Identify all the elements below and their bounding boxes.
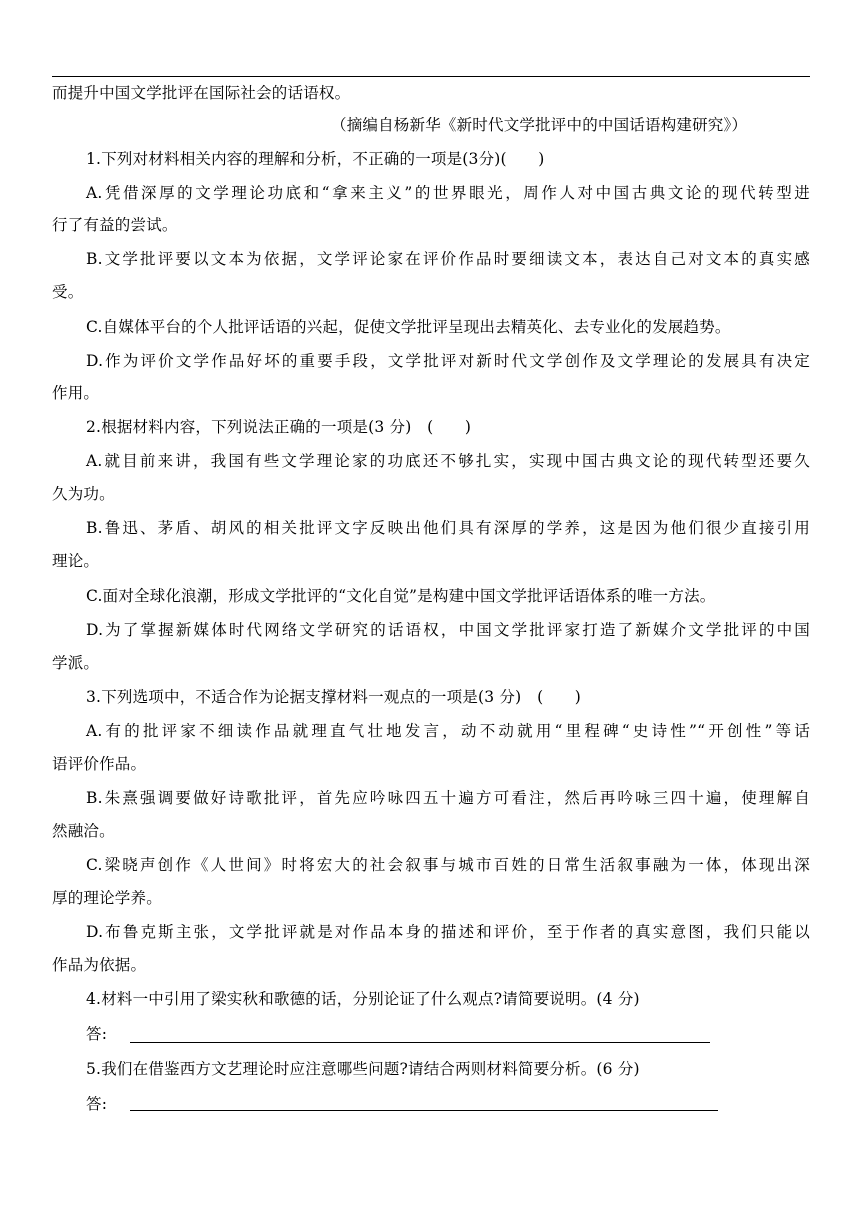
source-citation: （摘编自杨新华《新时代文学批评中的中国话语构建研究》） <box>331 116 748 134</box>
q1-option-b-line2: 受。 <box>52 283 84 301</box>
question-2-stem: 2.根据材料内容，下列说法正确的一项是(3 分) ( ) <box>86 418 472 436</box>
q1-option-d-line2: 作用。 <box>52 384 100 402</box>
q4-answer-label: 答: <box>86 1025 108 1043</box>
top-rule <box>52 76 810 77</box>
q3-option-c-line2: 厚的理论学养。 <box>52 889 162 907</box>
q2-option-a-line1: A.就目前来讲，我国有些文学理论家的功底还不够扎实，实现中国古典文论的现代转型还要久 <box>86 452 810 470</box>
q3-option-d-line1: D.布鲁克斯主张，文学批评就是对作品本身的描述和评价，至于作者的真实意图，我们只能以 <box>86 923 810 941</box>
q2-option-a-line2: 久为功。 <box>52 485 115 503</box>
q1-option-b-line1: B.文学批评要以文本为依据，文学评论家在评价作品时要细读文本，表达自己对文本的真实感 <box>86 250 810 268</box>
question-5-stem: 5.我们在借鉴西方文艺理论时应注意哪些问题?请结合两则材料简要分析。(6 分) <box>86 1060 640 1078</box>
q3-option-c-line1: C.梁晓声创作《人世间》时将宏大的社会叙事与城市百姓的日常生活叙事融为一体，体现出深 <box>86 856 810 874</box>
q1-option-a-line1: A.凭借深厚的文学理论功底和“拿来主义”的世界眼光，周作人对中国古典文论的现代转型进 <box>86 184 810 202</box>
q2-option-d-line1: D.为了掌握新媒体时代网络文学研究的话语权，中国文学批评家打造了新媒介文学批评的中国 <box>86 621 810 639</box>
q1-option-a-line2: 行了有益的尝试。 <box>52 216 178 234</box>
q1-option-c-line1: C.自媒体平台的个人批评话语的兴起，促使文学批评呈现出去精英化、去专业化的发展趋势。 <box>86 318 731 336</box>
q3-option-b-line2: 然融洽。 <box>52 822 115 840</box>
q2-option-d-line2: 学派。 <box>52 654 100 672</box>
continuation-text: 而提升中国文学批评在国际社会的话语权。 <box>52 84 351 102</box>
q3-option-a-line2: 语评价作品。 <box>52 755 147 773</box>
q3-option-b-line1: B.朱熹强调要做好诗歌批评，首先应吟咏四五十遍方可看注，然后再吟咏三四十遍，使理解自 <box>86 789 810 807</box>
q3-option-d-line2: 作品为依据。 <box>52 956 147 974</box>
question-1-stem: 1.下列对材料相关内容的理解和分析，不正确的一项是(3分)( ) <box>86 150 545 168</box>
q4-answer-line[interactable] <box>130 1042 710 1043</box>
q3-option-a-line1: A.有的批评家不细读作品就理直气壮地发言，动不动就用“里程碑“史诗性”“开创性”等话 <box>86 722 810 740</box>
question-3-stem: 3.下列选项中，不适合作为论据支撑材料一观点的一项是(3 分) ( ) <box>86 688 581 706</box>
q1-option-d-line1: D.作为评价文学作品好坏的重要手段，文学批评对新时代文学创作及文学理论的发展具有决定 <box>86 352 810 370</box>
q2-option-b-line1: B.鲁迅、茅盾、胡风的相关批评文字反映出他们具有深厚的学养，这是因为他们很少直接引用 <box>86 519 810 537</box>
q5-answer-label: 答: <box>86 1095 108 1113</box>
q5-answer-line[interactable] <box>130 1110 718 1111</box>
question-4-stem: 4.材料一中引用了梁实秋和歌德的话，分别论证了什么观点?请简要说明。(4 分) <box>86 990 640 1008</box>
q2-option-b-line2: 理论。 <box>52 552 100 570</box>
q2-option-c-line1: C.面对全球化浪潮，形成文学批评的“文化自觉”是构建中国文学批评话语体系的唯一方法。 <box>86 587 716 605</box>
